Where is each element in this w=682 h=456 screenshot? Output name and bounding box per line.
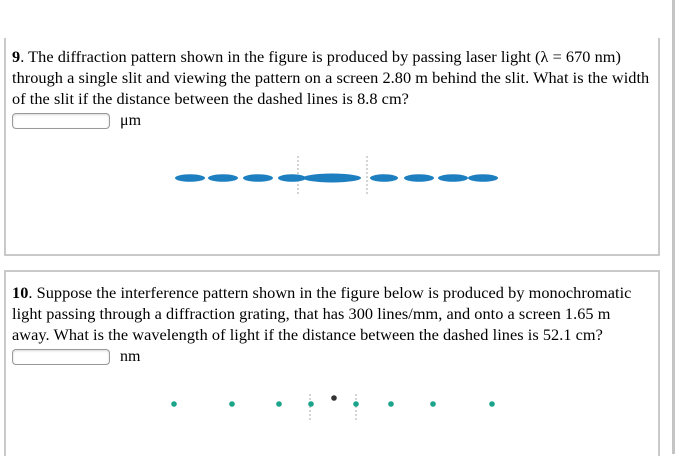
question-9-unit: μm — [120, 112, 142, 129]
interference-maximum-dot — [229, 401, 235, 407]
question-10-unit: nm — [120, 348, 141, 365]
bright-fringe — [370, 174, 398, 182]
bright-fringe — [175, 174, 205, 182]
bright-fringe — [243, 174, 273, 182]
interference-maximum-dot — [308, 401, 314, 407]
interference-maximum-dot — [171, 401, 177, 407]
interference-maximum-dot — [276, 401, 282, 407]
question-10-number: 10 — [12, 283, 29, 302]
bright-fringe — [468, 174, 498, 182]
central-bright-fringe — [303, 174, 361, 183]
bright-fringe — [208, 174, 238, 182]
single-slit-diffraction-figure — [6, 38, 658, 254]
question-9-body: . The diffraction pattern shown in the figure is produced by passing laser light (λ = 670 nm) through a single slit and viewing the pattern on a screen 2.80 m behind the slit. What is the width of the slit if the distance between the dashed lines is 8.8 cm? — [12, 47, 650, 108]
question-9-number: 9 — [12, 47, 21, 66]
interference-maximum-dot — [353, 401, 359, 407]
question-9-panel — [4, 38, 660, 256]
interference-maximum-dot — [430, 401, 436, 407]
question-10-panel — [4, 270, 660, 456]
bright-fringe — [404, 174, 434, 182]
bright-fringe — [438, 174, 468, 182]
interference-maximum-dot — [489, 401, 495, 407]
bright-fringe — [278, 174, 306, 182]
page-scroll-edge — [672, 0, 675, 454]
central-maximum-dot — [331, 395, 337, 401]
interference-maximum-dot — [388, 401, 394, 407]
grating-interference-figure — [6, 272, 658, 456]
question-10-body: . Suppose the interference pattern shown in the figure below is produced by monochromatic light passing through a diffraction grating, that has 300 lines/mm, and onto a screen 1.65 m away. What is the wavelength of light if the distance between the dashed lines is 52.1 cm? — [12, 283, 632, 344]
